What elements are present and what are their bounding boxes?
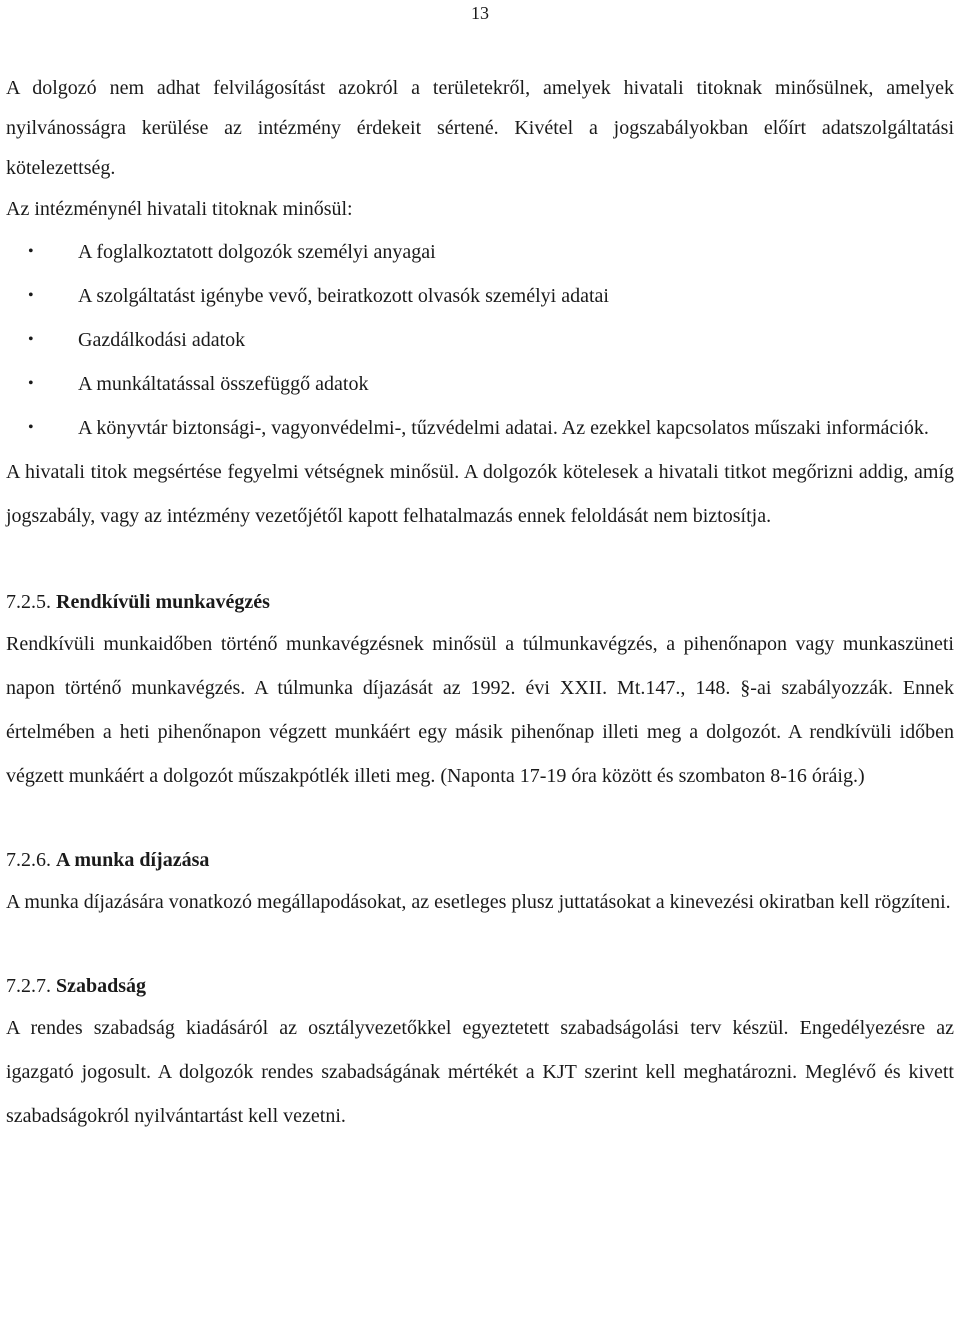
page-number: 13 bbox=[471, 3, 489, 23]
list-item-text: A foglalkoztatott dolgozók személyi anyagai bbox=[78, 241, 436, 263]
bullet-icon: • bbox=[28, 287, 34, 304]
bullet-icon: • bbox=[28, 243, 34, 260]
list-item bbox=[6, 362, 954, 406]
section-body-7-2-5: Rendkívüli munkaidőben történő munkavégzésnek minősül a túlmunkavégzés, a pihenőnapon vagy munkaszüneti napon történő munkavégzés. A túlmunka díjazását az 1992. évi XXII. Mt.147., 148. §-ai szabályozzák. Ennek értelmében a heti pihenőnapon végzett munkáért egy másik pihenőnap illeti meg a dolgozót. A rendkívüli időben végzett munkáért a dolgozót műszakpótlék illeti meg. (Naponta 17-19 óra között és szombaton 8-16 óráig.) bbox=[6, 633, 954, 787]
section-title: Rendkívüli munkavégzés bbox=[56, 591, 270, 613]
bullet-icon: • bbox=[28, 419, 34, 436]
list-item-text: A szolgáltatást igénybe vevő, beiratkozott olvasók személyi adatai bbox=[78, 285, 609, 307]
bullet-icon: • bbox=[28, 375, 34, 392]
list-item bbox=[6, 230, 954, 274]
list-item bbox=[6, 274, 954, 318]
section-body-7-2-7: A rendes szabadság kiadásáról az osztályvezetőkkel egyeztetett szabadságolási terv készül. Engedélyezésre az igazgató jogosult. A dolgozók rendes szabadságának mértékét a KJT szerint kell meghatározni. Meglévő és kivett szabadságokról nyilvántartást kell vezetni. bbox=[6, 1017, 954, 1127]
list-item-text: A könyvtár biztonsági-, vagyonvédelmi-, tűzvédelmi adatai. Az ezekkel kapcsolatos műszaki információk. bbox=[78, 417, 929, 439]
secret-categories-list bbox=[6, 230, 954, 450]
document-body bbox=[6, 68, 954, 1138]
bullet-icon: • bbox=[28, 331, 34, 348]
section-number: 7.2.5. bbox=[6, 591, 51, 613]
section-number: 7.2.6. bbox=[6, 849, 51, 871]
secret-violation-paragraph: A hivatali titok megsértése fegyelmi vétségnek minősül. A dolgozók kötelesek a hivatali titkot megőrizni addig, amíg jogszabály, vagy az intézmény vezetőjétől kapott felhatalmazás ennek feloldását nem biztosítja. bbox=[6, 461, 954, 527]
intro-paragraph: A dolgozó nem adhat felvilágosítást azokról a területekről, amelyek hivatali titoknak minősülnek, amelyek nyilvánosságra kerülése az intézmény érdekeit sértené. Kivétel a jogszabályokban előírt adatszolgáltatási kötelezettség. bbox=[6, 77, 954, 179]
list-item bbox=[6, 406, 954, 450]
section-heading-7-2-6 bbox=[6, 840, 954, 880]
list-item-text: A munkáltatással összefüggő adatok bbox=[78, 373, 369, 395]
section-body-7-2-6: A munka díjazására vonatkozó megállapodásokat, az esetleges plusz juttatásokat a kinevezési okiratban kell rögzíteni. bbox=[6, 891, 951, 913]
section-title: Szabadság bbox=[56, 975, 147, 997]
list-intro: Az intézménynél hivatali titoknak minősül: bbox=[6, 198, 353, 220]
section-title: A munka díjazása bbox=[56, 849, 210, 871]
list-item-text: Gazdálkodási adatok bbox=[78, 329, 246, 351]
section-number: 7.2.7. bbox=[6, 975, 51, 997]
section-heading-7-2-7 bbox=[6, 966, 954, 1006]
section-heading-7-2-5 bbox=[6, 582, 954, 622]
list-item bbox=[6, 318, 954, 362]
